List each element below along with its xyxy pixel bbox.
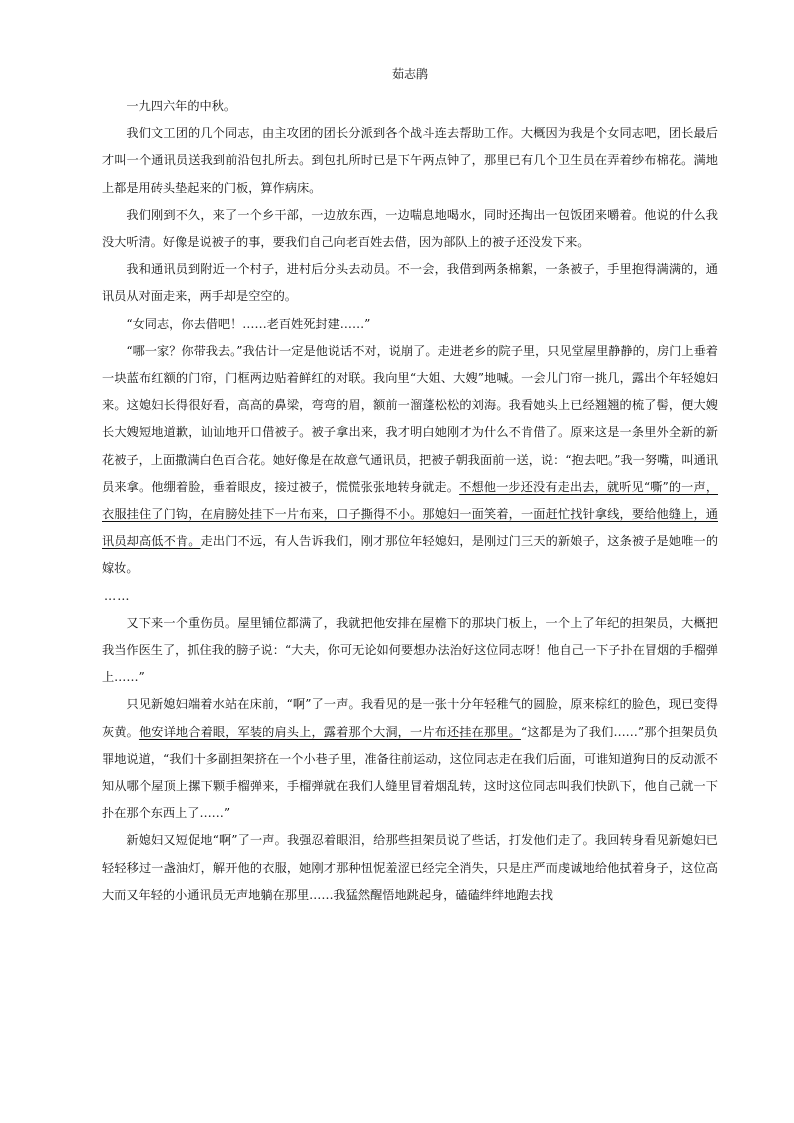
document-page: [102, 66, 718, 909]
paragraph-6-underlined-text: 不想他一步还没有走出去，就听见“嘶”的一声，衣服挂住了门钩，在肩膀处挂下一片布来，口子撕得不小。那媳妇一面笑着，一面赶忙找针拿线，要给他缝上，通讯员却高低不肯。: [102, 479, 719, 549]
paragraph-5: “女同志，你去借吧！……老百姓死封建……”: [126, 316, 371, 331]
paragraph-9: 新媳妇又短促地“啊”了一声。我强忍着眼泪，给那些担架员说了些话，打发他们走了。我回转身看见新媳妇已轻轻移过一盏油灯，解开他的衣服，她刚才那种忸怩羞涩已经完全消失，只是庄严而虔诚地给他拭着身子，这位高大而又年轻的小通讯员无声地躺在那里……我猛然醒悟地跳起身，磕磕绊绊地跑去找: [102, 833, 718, 902]
paragraph-4: 我和通讯员到附近一个村子，进村后分头去动员。不一会，我借到两条棉絮，一条被子，手里抱得满满的，通讯员从对面走来，两手却是空空的。: [102, 262, 718, 304]
paragraph-6: [102, 338, 718, 583]
paragraph-7: 又下来一个重伤员。屋里铺位都满了，我就把他安排在屋檐下的那块门板上，一个上了年纪的担架员，大概把我当作医生了，抓住我的膀子说：“大夫，你可无论如何要想办法治好这位同志呀！他自己一下子扑在冒烟的手榴弹上……”: [102, 615, 718, 685]
paragraph-8-underlined-text: 他安详地合着眼，军装的肩头上，露着那个大洞，一片布还挂在那里。: [138, 724, 521, 739]
author-name: 茹志鹃: [391, 67, 428, 81]
paragraph-8-text-a: 只见新媳妇端着水站在床前，“啊”了一声。我看见的是一张十分年轻稚气的圆脸，原来棕红的脸色，现已变得灰黄。: [102, 697, 718, 739]
paragraph-6-text-b: 走出门不远，有人告诉我们，刚才那位年轻媳妇，是刚过门三天的新娘子，这条被子是她唯一的嫁妆。: [102, 534, 719, 576]
section-ellipsis: ……: [104, 588, 131, 603]
paragraph-8: [102, 691, 718, 827]
paragraph-1: 一九四六年的中秋。: [126, 99, 237, 113]
paragraph-8-text-b: “这都是为了我们……”那个担架员负罪地说道，“我们十多副担架挤在一个小巷子里，准备往前运动，这位同志走在我们后面，可谁知道狗日的反动派不知从哪个屋顶上摞下颗手榴弹来，手榴弹就在我们人缝里冒着烟乱转，这时这位同志叫我们快趴下，他自己就一下扑在那个东西上了……”: [102, 724, 719, 821]
paragraph-3: 我们刚到不久，来了一个乡干部，一边放东西，一边喘息地喝水，同时还掏出一包饭团来嚼着。他说的什么我没大听清。好像是说被子的事，要我们自己向老百姓去借，因为部队上的被子还没发下来。: [102, 207, 718, 250]
paragraph-2: 我们文工团的几个同志，由主攻团的团长分派到各个战斗连去帮助工作。大概因为我是个女同志吧，团长最后才叫一个通讯员送我到前沿包扎所去。到包扎所时已是下午两点钟了，那里已有几个卫生员在弄着纱布棉花。满地上都是用砖头垫起来的门板，算作病床。: [102, 126, 718, 195]
paragraph-6-text-a: “哪一家？你带我去。”我估计一定是他说话不对，说崩了。走进老乡的院子里，只见堂屋里静静的，房门上垂着一块蓝布红额的门帘，门框两边贴着鲜红的对联。我向里“大姐、大嫂”地喊。一会儿门帘一挑几，露出个年轻媳妇来。这媳妇长得很好看，高高的鼻梁，弯弯的眉，额前一溜蓬松松的刘海。我看她头上已经翘翘的梳了髻，便大嫂长大嫂短地道歉，讪讪地开口借被子。被子拿出来，我才明白她刚才为什么不肯借了。原来这是一条里外全新的新花被子，上面撒满白色百合花。她好像是在故意气通讯员，把被子朝我面前一送，说：“抱去吧。”我一努嘴，叫通讯员来拿。他绷着脸，垂着眼皮，接过被子，慌慌张张地转身就走。: [102, 343, 718, 494]
